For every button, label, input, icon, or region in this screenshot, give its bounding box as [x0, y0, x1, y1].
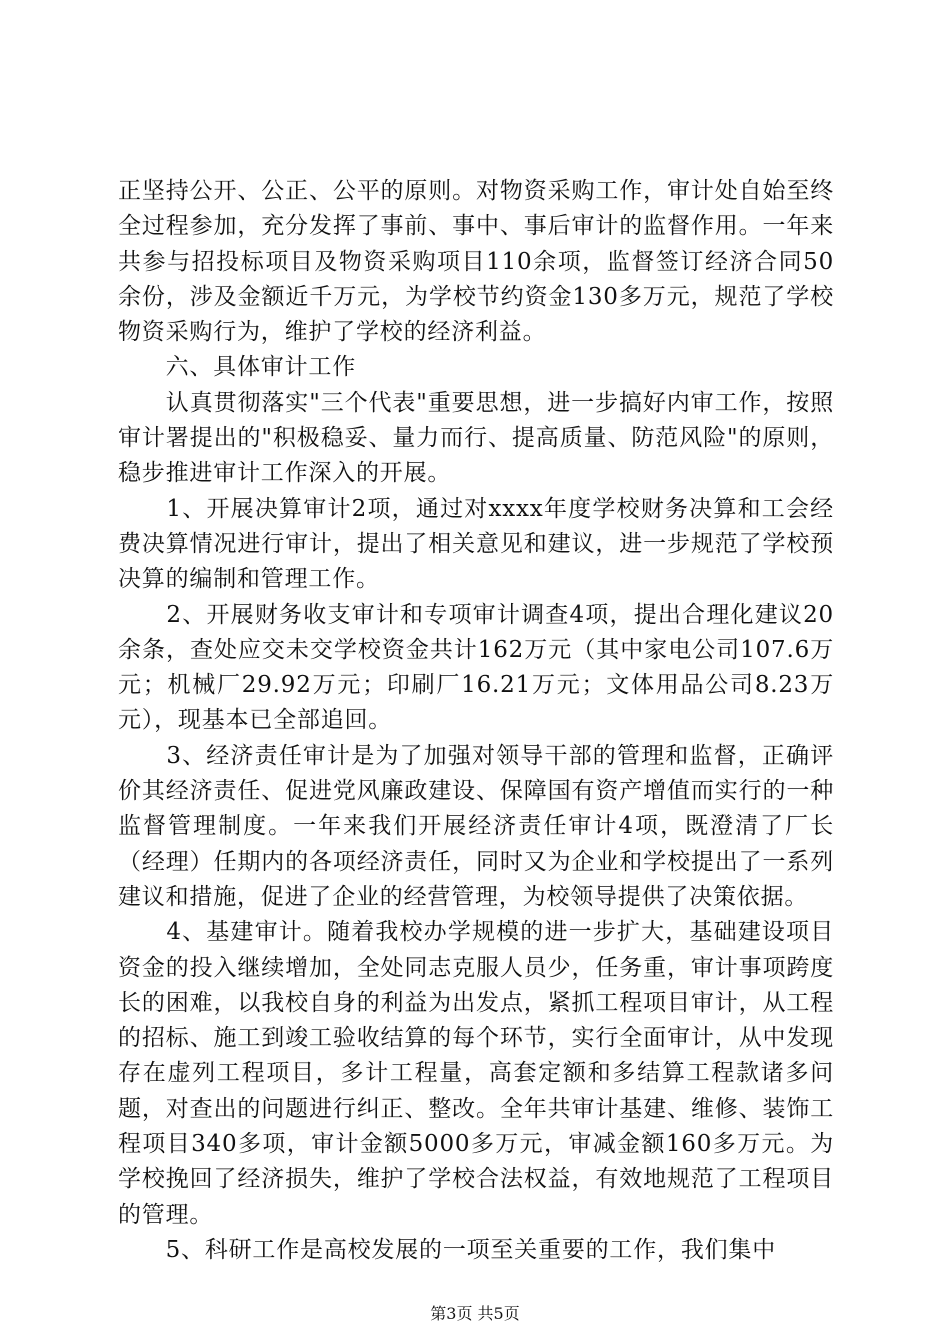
- section-heading-specific-audit-work: 六、具体审计工作: [118, 354, 356, 381]
- paragraph-research-work: 5、科研工作是高校发展的一项至关重要的工作，我们集中: [118, 1236, 777, 1263]
- paragraph-final-accounts-audit: 1、开展决算审计2项，通过对xxxx年度学校财务决算和工会经费决算情况进行审计，提出了相关意见和建议，进一步规范了学校预决算的编制和管理工作。: [118, 495, 834, 593]
- paragraph-construction-audit: 4、基建审计。随着我校办学规模的进一步扩大，基础建设项目资金的投入继续增加，全处同志克服人员少，任务重，审计事项跨度长的困难，以我校自身的利益为出发点，紧抓工程项目审计，从工程的招标、施工到竣工验收结算的每个环节，实行全面审计，从中发现存在虚列工程项目，多计工程量，高套定额和多结算工程款诸多问题，对查出的问题进行纠正、整改。全年共审计基建、维修、装饰工程项目340多项，审计金额5000多万元，审减金额160多万元。为学校挽回了经济损失，维护了学校合法权益，有效地规范了工程项目的管理。: [118, 919, 834, 1228]
- document-body: [118, 174, 834, 1268]
- page-number-footer: 第3页 共5页: [430, 1304, 520, 1323]
- paragraph-financial-audit: 2、开展财务收支审计和专项审计调查4项，提出合理化建议20余条，查处应交未交学校资金共计162万元（其中家电公司107.6万元；机械厂29.92万元；印刷厂16.21万元；文体用品公司8.23万元），现基本已全部追回。: [118, 601, 834, 734]
- paragraph-audit-principles: 认真贯彻落实"三个代表"重要思想，进一步搞好内审工作，按照审计署提出的"积极稳妥、量力而行、提高质量、防范风险"的原则，稳步推进审计工作深入的开展。: [118, 389, 834, 487]
- paragraph-economic-responsibility-audit: 3、经济责任审计是为了加强对领导干部的管理和监督，正确评价其经济责任、促进党风廉政建设、保障国有资产增值而实行的一种监督管理制度。一年来我们开展经济责任审计4项，既澄清了厂长（经理）任期内的各项经济责任，同时又为企业和学校提出了一系列建议和措施，促进了企业的经营管理，为校领导提供了决策依据。: [118, 742, 834, 910]
- paragraph-procurement-audit: 正坚持公开、公正、公平的原则。对物资采购工作，审计处自始至终全过程参加，充分发挥了事前、事中、事后审计的监督作用。一年来共参与招投标项目及物资采购项目110余项，监督签订经济合同50余份，涉及金额近千万元，为学校节约资金130多万元，规范了学校物资采购行为，维护了学校的经济利益。: [118, 178, 834, 346]
